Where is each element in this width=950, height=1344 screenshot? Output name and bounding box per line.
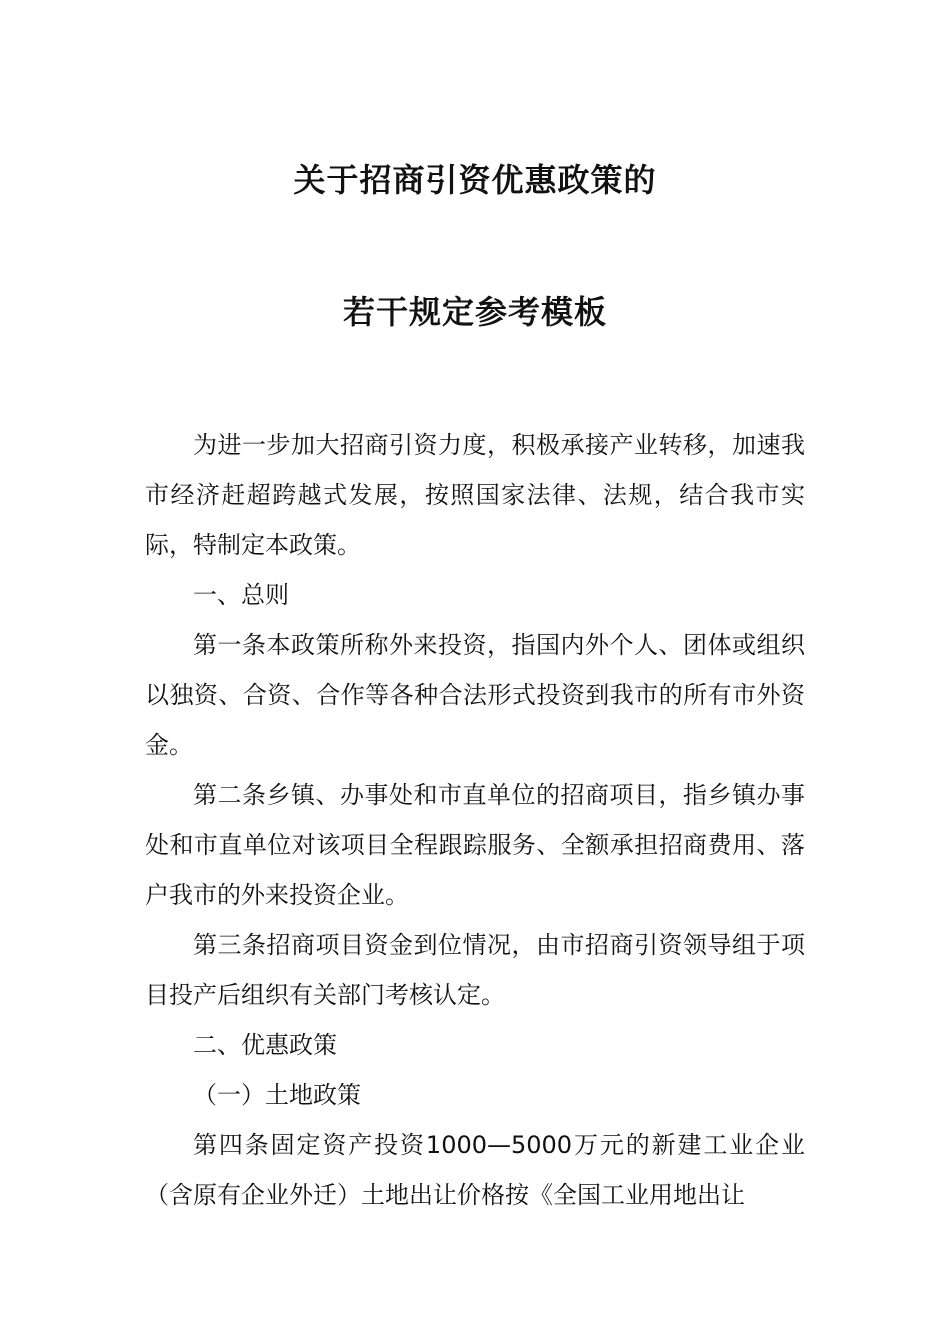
article-1: 第一条本政策所称外来投资，指国内外个人、团体或组织以独资、合资、合作等各种合法形式投资到我市的所有市外资金。 <box>145 631 805 759</box>
document-title-line-2: 若干规定参考模板 <box>342 293 607 331</box>
document-body <box>145 420 805 1220</box>
document-title-line-1: 关于招商引资优惠政策的 <box>293 161 657 199</box>
article-4: 第四条固定资产投资1000—5000万元的新建工业企业（含原有企业外迁）土地出让价格按《全国工业用地出让 <box>145 1131 805 1209</box>
section-heading-general: 一、总则 <box>193 581 289 609</box>
subsection-heading-land-policy: （一）土地政策 <box>193 1081 361 1109</box>
section-heading-preferential-policies: 二、优惠政策 <box>193 1031 337 1059</box>
intro-paragraph: 为进一步加大招商引资力度，积极承接产业转移，加速我市经济赶超跨越式发展，按照国家法律、法规，结合我市实际，特制定本政策。 <box>145 431 805 559</box>
article-3: 第三条招商项目资金到位情况，由市招商引资领导组于项目投产后组织有关部门考核认定。 <box>145 931 805 1009</box>
article-2: 第二条乡镇、办事处和市直单位的招商项目，指乡镇办事处和市直单位对该项目全程跟踪服务、全额承担招商费用、落户我市的外来投资企业。 <box>145 781 805 909</box>
